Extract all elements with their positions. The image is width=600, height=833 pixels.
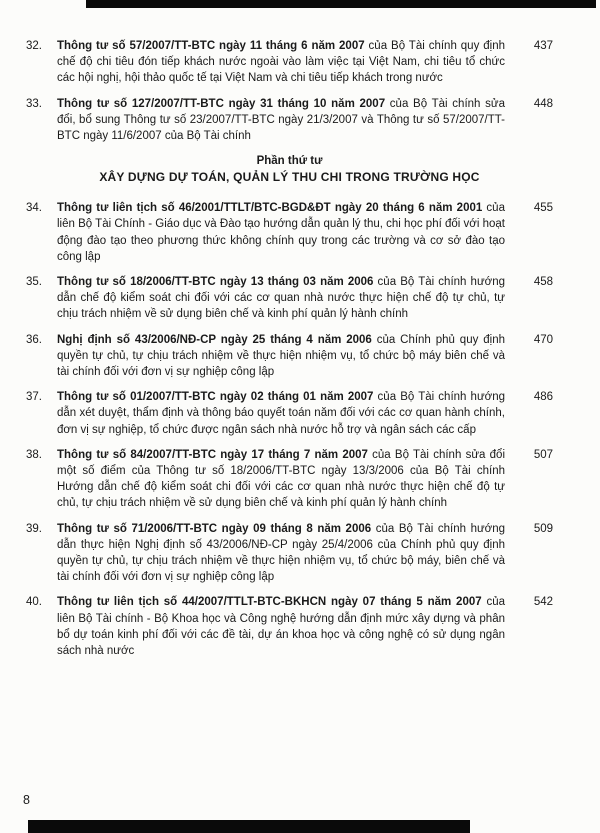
entry-title: Nghị định số 43/2006/NĐ-CP ngày 25 tháng 4 năm 2006 <box>57 333 372 346</box>
entry-number: 39. <box>26 522 42 535</box>
section-part-title: XÂY DỰNG DỰ TOÁN, QUẢN LÝ THU CHI TRONG TRƯỜNG HỌC <box>99 170 480 185</box>
entry-number: 34. <box>26 202 42 215</box>
entry-text <box>57 521 517 586</box>
entry-page-number: 542 <box>533 596 553 609</box>
entry-title: Thông tư liên tịch số 46/2001/TTLT/BTC-BGD&ĐT ngày 20 tháng 6 năm 2001 <box>57 202 483 215</box>
entry-number: 36. <box>26 333 42 346</box>
entry-title: Thông tư số 57/2007/TT-BTC ngày 11 tháng 6 năm 2007 <box>57 40 365 52</box>
entry-number: 35. <box>26 276 42 289</box>
entry-text <box>57 274 517 323</box>
toc-entry <box>26 38 553 87</box>
entry-number: 37. <box>26 391 42 404</box>
entry-page-number: 455 <box>533 202 553 215</box>
entry-page-number: 507 <box>533 448 553 461</box>
entry-description: của Bộ Tài chính hướng dẫn xét duyệt, thẩm định và thông báo quyết toán năm đối với các cơ quan hành chính, đơn vị sự nghiệp, tổ chức được ngân sách nhà nước hỗ trợ và ngân sách các cấp <box>57 391 505 436</box>
entry-title: Thông tư số 71/2006/TT-BTC ngày 09 tháng 8 năm 2006 <box>57 522 372 535</box>
toc-entry <box>26 389 553 438</box>
entry-title: Thông tư số 84/2007/TT-BTC ngày 17 tháng 7 năm 2007 <box>57 448 368 461</box>
entry-description: của Bộ Tài chính sửa đổi một số điểm của Thông tư số 18/2006/TT-BTC ngày 13/3/2006 của Bộ Tài chính Hướng dẫn chế độ kiểm soát chi đối với các cơ quan nhà nước thực hiện chế độ tự chủ, tự chịu trách nhiệm về sử dụng biên chế và kinh phí quản lý hành chính <box>57 448 505 510</box>
entry-page-number: 437 <box>533 40 553 52</box>
scan-edge-bottom <box>28 820 470 833</box>
scan-edge-top <box>86 0 596 8</box>
entry-page-number: 448 <box>533 97 553 110</box>
entry-description: của Bộ Tài chính hướng dẫn chế độ kiểm soát chi đối với các cơ quan nhà nước thực hiện chế độ tự chủ, tự chịu trách nhiệm về sử dụng biên chế và kinh phí quản lý hành chính <box>57 276 505 321</box>
toc-entry <box>26 521 553 586</box>
entry-description: của liên Bộ Tài Chính - Giáo dục và Đào tạo hướng dẫn quản lý thu, chi học phí đối với hoạt động đào tạo theo phương thức không chính quy trong các trường và cơ sở đào tạo công lập <box>57 202 505 263</box>
toc-entry <box>26 447 553 512</box>
entry-page-number: 509 <box>533 522 553 535</box>
entry-title: Thông tư số 18/2006/TT-BTC ngày 13 tháng 03 năm 2006 <box>57 276 374 289</box>
entry-number: 38. <box>26 448 42 461</box>
entry-description: của Bộ Tài chính sửa đổi, bổ sung Thông tư số 23/2007/TT-BTC ngày 21/3/2007 và Thông tư số 57/2007/TT-BTC ngày 11/6/2007 của Bộ Tài chính <box>57 97 505 143</box>
entry-description: của Bộ Tài chính quy định chế độ chi tiêu đón tiếp khách nước ngoài vào làm việc tại Việt Nam, chi tiêu tổ chức các hội nghị, hội thảo quốc tế tại Việt Nam và chi tiêu tiếp khách trong nước <box>57 40 505 85</box>
toc-entry <box>26 274 553 323</box>
entry-number: 40. <box>26 596 42 609</box>
toc-page <box>26 38 553 668</box>
entry-text <box>57 389 517 438</box>
entry-title: Thông tư số 127/2007/TT-BTC ngày 31 tháng 10 năm 2007 <box>57 97 386 110</box>
entry-text <box>57 594 517 659</box>
toc-entry <box>26 332 553 381</box>
section-part-label: Phần thứ tư <box>256 155 323 168</box>
entry-text <box>57 332 517 381</box>
entry-title: Thông tư số 01/2007/TT-BTC ngày 02 tháng 01 năm 2007 <box>57 391 374 404</box>
entry-text <box>57 447 517 512</box>
entry-page-number: 458 <box>533 276 553 289</box>
entry-page-number: 486 <box>533 391 553 404</box>
entry-description: của Chính phủ quy định quyền tự chủ, tự chịu trách nhiệm về thực hiện nhiệm vụ, tổ chức bộ máy biên chế và tài chính đối với đơn vị sự nghiệp công lập <box>57 333 505 379</box>
entry-text <box>57 96 517 145</box>
entry-title: Thông tư liên tịch số 44/2007/TTLT-BTC-BKHCN ngày 07 tháng 5 năm 2007 <box>57 596 482 609</box>
page-number: 8 <box>23 793 30 807</box>
toc-entry <box>26 200 553 265</box>
entry-number: 32. <box>26 40 42 52</box>
toc-entry <box>26 96 553 145</box>
entry-description: của liên Bộ Tài chính - Bộ Khoa học và Công nghệ hướng dẫn định mức xây dựng và phân bổ dự toán kinh phí đối với các đề tài, dự án khoa học và công nghệ có sử dụng ngân sách nhà nước <box>57 596 505 658</box>
entry-text <box>57 38 517 87</box>
section-header <box>26 153 553 186</box>
entry-number: 33. <box>26 97 42 110</box>
entry-text <box>57 200 517 265</box>
entry-description: của Bộ Tài chính hướng dẫn thực hiện Nghị định số 43/2006/NĐ-CP ngày 25/4/2006 của Chính phủ quy định quyền tự chủ, tự chịu trách nhiệm về thực hiện nhiệm vụ, tổ chức bộ máy, biên chế và tài chính đối với đơn vị sự nghiệp công lập <box>57 522 506 584</box>
toc-entry <box>26 594 553 659</box>
entry-page-number: 470 <box>533 333 553 346</box>
